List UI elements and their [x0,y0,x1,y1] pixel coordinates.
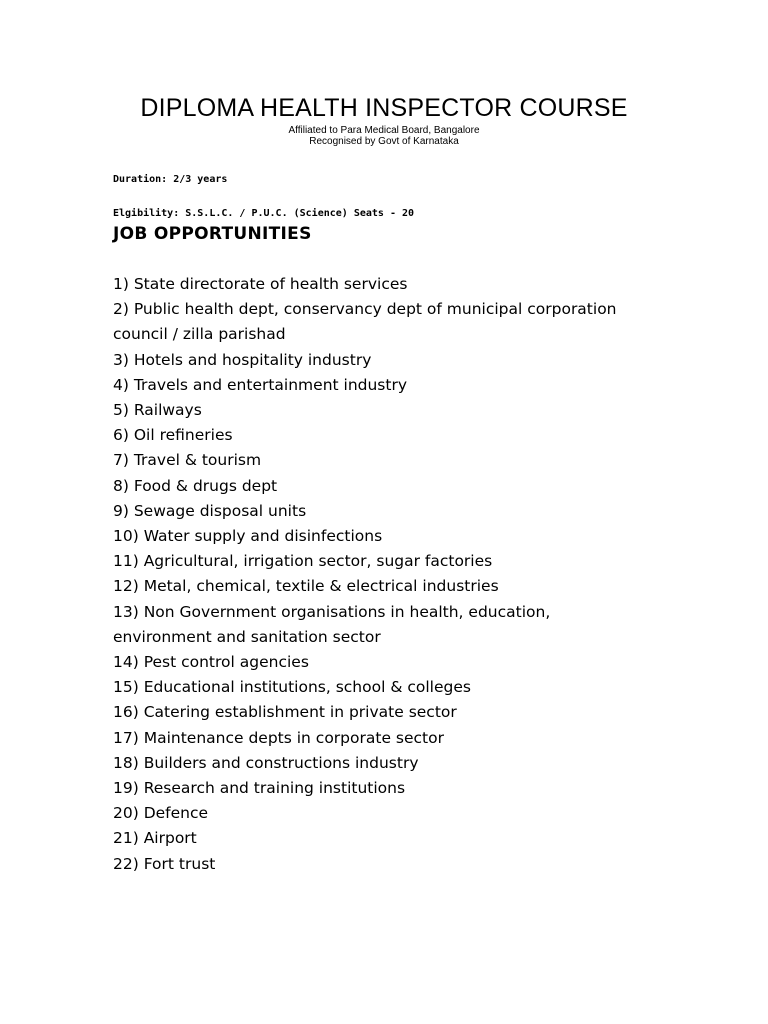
list-item: environment and sanitation sector [113,627,381,646]
list-item: 16) Catering establishment in private sector [113,703,457,722]
list-item: 18) Builders and constructions industry [113,753,419,772]
list-item: 7) Travel & tourism [113,451,262,470]
list-item: 12) Metal, chemical, textile & electrical industries [113,577,499,596]
recognition-line: Recognised by Govt of Karnataka [309,136,459,147]
duration-line: Duration: 2/3 years [113,174,228,185]
list-item: 4) Travels and entertainment industry [113,375,408,394]
list-item: 20) Defence [113,804,209,823]
list-item: 3) Hotels and hospitality industry [113,350,372,369]
list-item: 2) Public health dept, conservancy dept of municipal corporation [113,300,617,319]
list-item: 14) Pest control agencies [113,653,309,672]
list-item: 6) Oil refineries [113,426,233,445]
list-item: 9) Sewage disposal units [113,501,307,520]
list-item: 11) Agricultural, irrigation sector, sugar factories [113,552,493,571]
list-item: 5) Railways [113,401,202,420]
section-heading: JOB OPPORTUNITIES [113,224,312,244]
list-item: 1) State directorate of health services [113,275,408,293]
list-item: 21) Airport [113,829,197,848]
list-item: 22) Fort trust [113,854,216,873]
job-opportunities-list [113,272,673,877]
list-item: 19) Research and training institutions [113,779,406,798]
eligibility-line: Elgibility: S.S.L.C. / P.U.C. (Science) Seats - 20 [113,208,415,219]
affiliation-line: Affiliated to Para Medical Board, Bangalore [288,125,480,136]
list-item: 13) Non Government organisations in health, education, [113,602,551,621]
list-item: 8) Food & drugs dept [113,476,278,495]
list-item: 10) Water supply and disinfections [113,527,383,546]
list-item: 15) Educational institutions, school & colleges [113,678,471,697]
list-item: 17) Maintenance depts in corporate sector [113,728,444,747]
document-title: DIPLOMA HEALTH INSPECTOR COURSE [140,94,628,122]
list-item: council / zilla parishad [113,325,286,344]
